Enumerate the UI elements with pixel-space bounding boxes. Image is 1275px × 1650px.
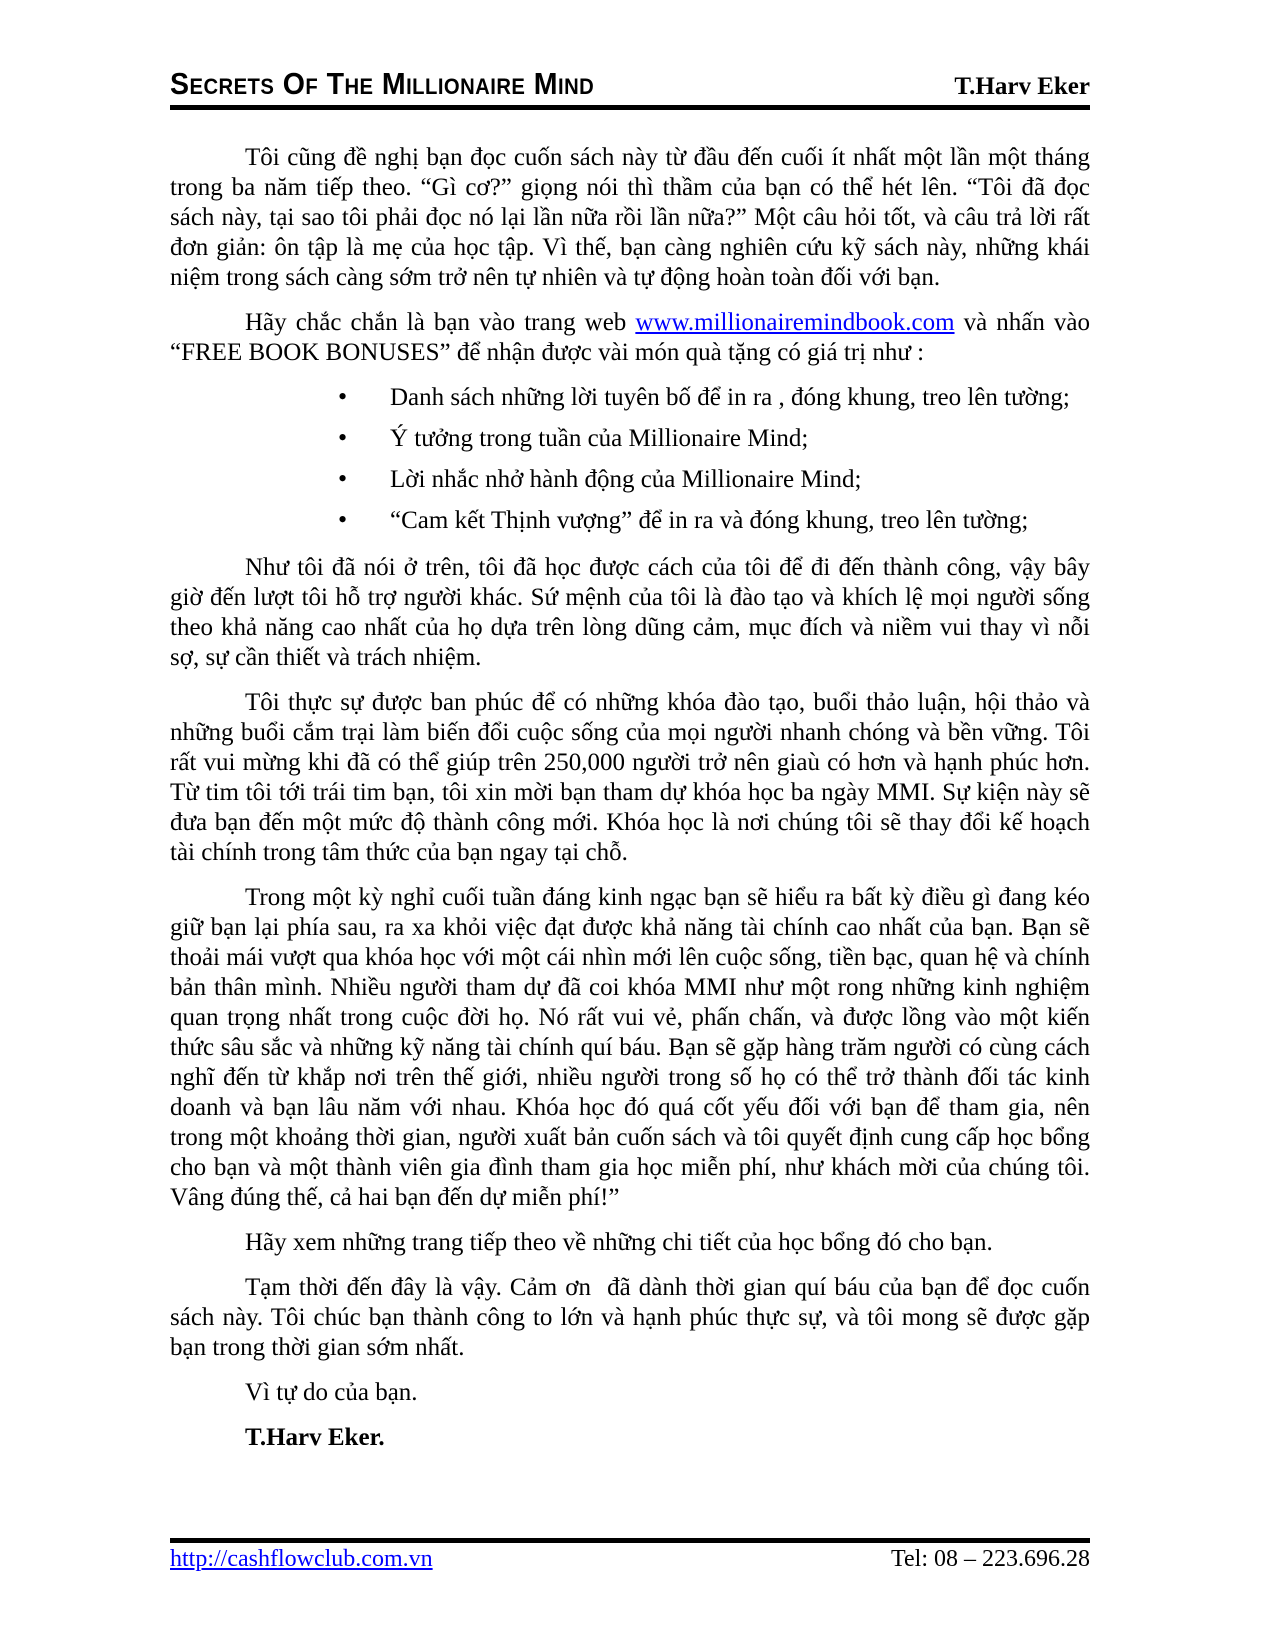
book-title: Secrets Of The Millionaire Mind bbox=[170, 66, 595, 101]
paragraph-8: Vì tự do của bạn. bbox=[245, 1379, 418, 1406]
paragraph-5: Trong một kỳ nghỉ cuối tuần đáng kinh ngạc bạn sẽ hiểu ra bất kỳ điều gì đang kéo giữ bạn lại phía sau, ra xa khỏi việc đạt được khả năng tài chính cao nhất của bạn. Bạn sẽ thoải mái vượt qua khóa học với một cái nhìn mới lên cuộc sống, tiền bạc, quan hệ và chính bản thân mình. Nhiều người tham dự đã coi khóa MMI như một rong những kinh nghiệm quan trọng nhất trong cuộc đời họ. Nó rất vui vẻ, phấn chấn, và được lồng vào một kiến thức sâu sắc và những kỹ năng tài chính quí báu. Bạn sẽ gặp hàng trăm người có cùng cách nghĩ đến từ khắp nơi trên thế giới, nhiều người trong số họ có thể trở thành đối tác kinh doanh và bạn lâu năm với nhau. Khóa học đó quá cốt yếu đối với bạn để tham gia, nên trong một khoảng thời gian, người xuất bản cuốn sách và tôi quyết định cung cấp học bổng cho bạn và một thành viên gia đình tham gia học miễn phí, như khách mời của chúng tôi. Vâng đúng thế, cả hai bạn đến dự miễn phí!” bbox=[170, 884, 1090, 1211]
document-body bbox=[170, 143, 1090, 1453]
millionairemindbook-link[interactable]: www.millionairemindbook.com bbox=[635, 309, 955, 336]
list-item-text: “Cam kết Thịnh vượng” để in ra và đóng khung, treo lên tường; bbox=[390, 507, 1029, 534]
footer-rule bbox=[170, 1538, 1090, 1543]
bullet-icon: • bbox=[338, 505, 348, 534]
cashflowclub-link[interactable]: http://cashflowclub.com.vn bbox=[170, 1546, 433, 1572]
paragraph-6: Hãy xem những trang tiếp theo về những chi tiết của học bổng đó cho bạn. bbox=[245, 1229, 993, 1256]
bullet-icon: • bbox=[338, 423, 348, 452]
bullet-icon: • bbox=[338, 382, 348, 411]
header-author: T.Harv Eker bbox=[954, 73, 1090, 100]
list-item bbox=[170, 465, 1090, 495]
paragraph-3: Như tôi đã nói ở trên, tôi đã học được cách của tôi để đi đến thành công, vậy bây giờ đến lượt tôi hỗ trợ người khác. Sứ mệnh của tôi là đào tạo và khích lệ mọi người sống theo khả năng cao nhất của họ dựa trên lòng dũng cảm, mục đích và niềm vui thay vì nỗi sợ, sự cần thiết và trách nhiệm. bbox=[170, 554, 1090, 671]
paragraph-1: Tôi cũng đề nghị bạn đọc cuốn sách này từ đầu đến cuối ít nhất một lần một tháng trong ba năm tiếp theo. “Gì cơ?” giọng nói thì thầm của bạn có thể hét lên. “Tôi đã đọc sách này, tại sao tôi phải đọc nó lại lần nữa rồi lần nữa?” Một câu hỏi tốt, và câu trả lời rất đơn giản: ôn tập là mẹ của học tập. Vì thế, bạn càng nghiên cứu kỹ sách này, những khái niệm trong sách càng sớm trở nên tự nhiên và tự động hoàn toàn đối với bạn. bbox=[170, 144, 1090, 291]
list-item-text: Lời nhắc nhở hành động của Millionaire Mind; bbox=[390, 466, 862, 493]
paragraph-2 bbox=[170, 308, 1090, 368]
paragraph-7: Tạm thời đến đây là vậy. Cảm ơn đã dành thời gian quí báu của bạn để đọc cuốn sách này. Tôi chúc bạn thành công to lớn và hạnh phúc thực sự, và tôi mong sẽ được gặp bạn trong thời gian sớm nhất. bbox=[170, 1274, 1090, 1361]
page-footer bbox=[170, 1538, 1090, 1573]
list-item-text: Danh sách những lời tuyên bố để in ra , đóng khung, treo lên tường; bbox=[390, 384, 1070, 411]
list-item bbox=[170, 424, 1090, 454]
signature: T.Harv Eker. bbox=[245, 1424, 385, 1451]
page-header bbox=[170, 66, 1090, 110]
bullet-icon: • bbox=[338, 464, 348, 493]
bonus-list bbox=[170, 383, 1090, 536]
header-rule bbox=[170, 105, 1090, 110]
paragraph-2-text-after: và nhấn vào “FREE BOOK BONUSES” để nhận được vài món quà tặng có giá trị như : bbox=[170, 309, 1090, 366]
list-item-text: Ý tưởng trong tuần của Millionaire Mind; bbox=[390, 425, 809, 452]
list-item bbox=[170, 506, 1090, 536]
paragraph-2-text-before: Hãy chắc chắn là bạn vào trang web bbox=[245, 309, 636, 336]
footer-tel: Tel: 08 – 223.696.28 bbox=[891, 1546, 1090, 1572]
list-item bbox=[170, 383, 1090, 413]
paragraph-4: Tôi thực sự được ban phúc để có những khóa đào tạo, buổi thảo luận, hội thảo và những buổi cắm trại làm biến đổi cuộc sống của mọi người nhanh chóng và bền vững. Tôi rất vui mừng khi đã có thể giúp trên 250,000 người trở nên giaù có hơn và hạnh phúc hơn. Từ tim tôi tới trái tim bạn, tôi xin mời bạn tham dự khóa học ba ngày MMI. Sự kiện này sẽ đưa bạn đến một mức độ thành công mới. Khóa học là nơi chúng tôi sẽ thay đổi kế hoạch tài chính trong tâm thức của bạn ngay tại chỗ. bbox=[170, 689, 1090, 866]
